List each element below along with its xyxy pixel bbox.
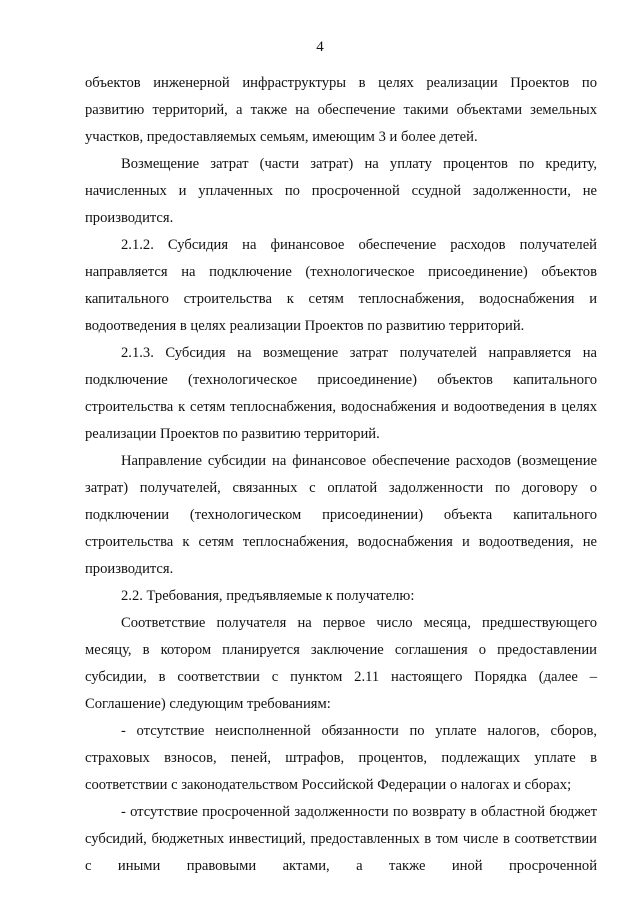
document-body	[85, 70, 597, 880]
paragraph-2-2-heading: 2.2. Требования, предъявляемые к получателю:	[121, 588, 415, 604]
page-number: 4	[316, 39, 324, 55]
paragraph-interest-reimbursement: Возмещение затрат (части затрат) на уплату процентов по кредиту, начисленных и уплаченных по просроченной ссудной задолженности, не производится.	[85, 156, 597, 226]
paragraph-recipient-compliance: Соответствие получателя на первое число месяца, предшествующего месяцу, в котором планируется заключение соглашения о предоставлении субсидии, в соответствии с пунктом 2.11 настоящего Порядка (далее – Соглашение) следующим требованиям:	[85, 615, 597, 712]
paragraph-continuation: объектов инженерной инфраструктуры в целях реализации Проектов по развитию территорий, а также на обеспечение такими объектами земельных участков, предоставляемых семьям, имеющим 3 и более детей.	[85, 75, 597, 145]
paragraph-subsidy-direction: Направление субсидии на финансовое обеспечение расходов (возмещение затрат) получателей, связанных с оплатой задолженности по договору о подключении (технологическом присоединении) объекта капитального строительства к сетям теплоснабжения, водоснабжения и водоотведения, не производится.	[85, 453, 597, 577]
paragraph-2-1-2: 2.1.2. Субсидия на финансовое обеспечение расходов получателей направляется на подключение (технологическое присоединение) объектов капитального строительства к сетям теплоснабжения, водоснабжения и водоотведения в целях реализации Проектов по развитию территорий.	[85, 237, 597, 334]
list-item-no-tax-debt: - отсутствие неисполненной обязанности по уплате налогов, сборов, страховых взносов, пеней, штрафов, процентов, подлежащих уплате в соответствии с законодательством Российской Федерации о налогах и сборах;	[85, 723, 597, 793]
paragraph-2-1-3: 2.1.3. Субсидия на возмещение затрат получателей направляется на подключение (технологическое присоединение) объектов капитального строительства к сетям теплоснабжения, водоснабжения и водоотведения в целях реализации Проектов по развитию территорий.	[85, 345, 597, 442]
list-item-no-overdue-debt: - отсутствие просроченной задолженности по возврату в областной бюджет субсидий, бюджетных инвестиций, предоставленных в том числе в соответствии с иными правовыми актами, а также иной просроченной	[85, 804, 597, 874]
